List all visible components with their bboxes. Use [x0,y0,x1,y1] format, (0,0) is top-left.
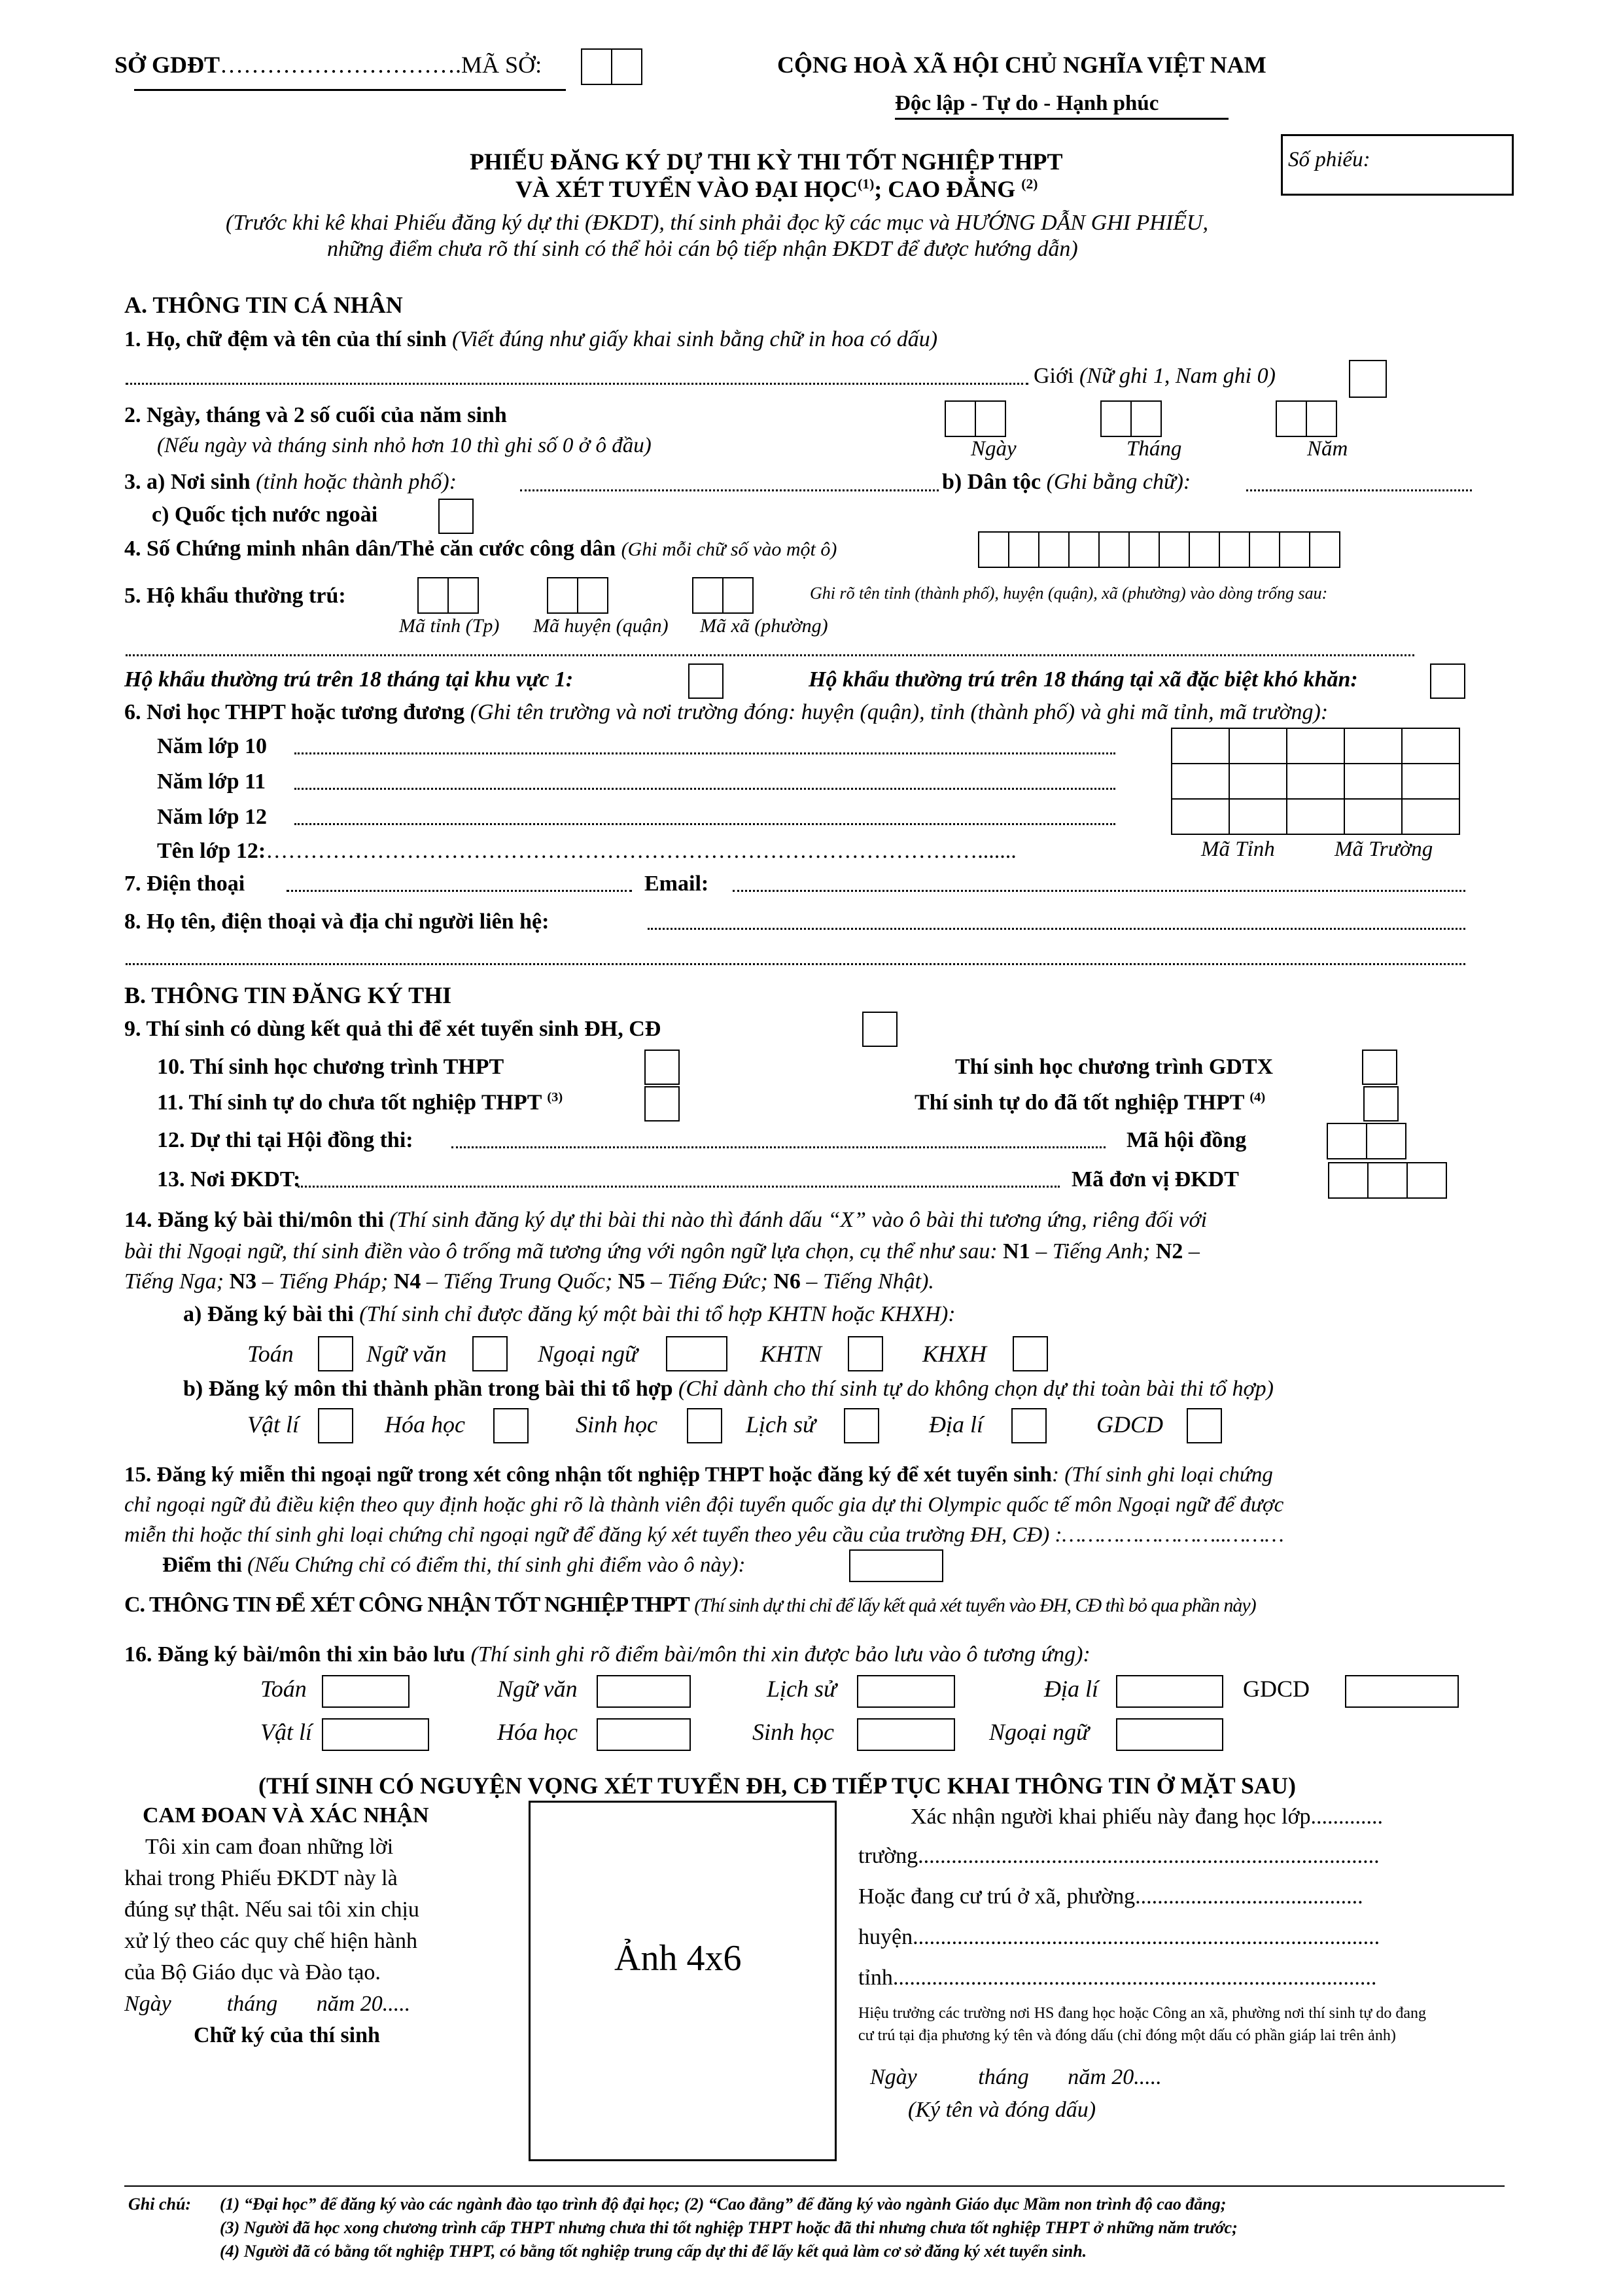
ngu-van-box[interactable] [472,1336,508,1371]
ma-don-vi-label: Mã đơn vị ĐKDT [1072,1167,1239,1192]
ma-huyen-boxes[interactable] [548,577,608,614]
section-a-heading: A. THÔNG TIN CÁ NHÂN [124,292,403,318]
photo-box[interactable] [529,1801,837,2161]
ky-ten-label: (Ký tên và đóng dấu) [908,2098,1096,2122]
lop10-label: Năm lớp 10 [157,734,268,758]
cam-doan-line4: xử lý theo các quy chế hiện hành [124,1929,417,1953]
hk-xa-label: Hộ khẩu thường trú trên 18 tháng tại xã đặc biệt khó khăn: [809,667,1358,692]
lop11-line[interactable] [294,788,1115,790]
q7-label: 7. Điện thoại [124,872,245,896]
cam-doan-line2: khai trong Phiếu ĐKDT này là [124,1866,398,1890]
bl-ngoai-ngu-label: Ngoại ngữ [989,1719,1089,1745]
ma-tinh-boxes[interactable] [419,577,479,614]
bl-vat-li-label: Vật lí [260,1719,312,1745]
q11-box[interactable] [644,1086,680,1122]
khtn-label: KHTN [760,1341,822,1367]
form-title-line1: PHIẾU ĐĂNG KÝ DỰ THI KỲ THI TỐT NGHIỆP THPT [470,149,1063,175]
q14-line1: 14. Đăng ký bài thi/môn thi (Thí sinh đăng ký dự thi bài thi nào thì đánh dấu “X” vào ô bài thi tương ứng, riêng đối với [124,1208,1208,1232]
ma-hoi-dong-label: Mã hội đồng [1126,1128,1247,1152]
ma-huyen-label: Mã huyện (quận) [533,615,669,637]
so-gddt-underline [134,89,566,91]
lop11-code-boxes[interactable] [1172,763,1460,800]
hk-kv1-label: Hộ khẩu thường trú trên 18 tháng tại khu vực 1: [124,667,574,692]
lop12-label: Năm lớp 12 [157,805,268,829]
bl-dia-li-box[interactable] [1116,1675,1223,1708]
q12-label: 12. Dự thi tại Hội đồng thi: [157,1128,413,1152]
gdcd-label: GDCD [1096,1411,1164,1438]
q1-fill-line[interactable] [126,383,1028,385]
cam-doan-line3: đúng sự thật. Nếu sai tôi xin chịu [124,1898,419,1922]
q3b-label: b) Dân tộc (Ghi bằng chữ): [942,470,1191,494]
q3a-label: 3. a) Nơi sinh (tỉnh hoặc thành phố): [124,470,457,494]
q14-line3: Tiếng Nga; N3 – Tiếng Pháp; N4 – Tiếng Trung Quốc; N5 – Tiếng Đức; N6 – Tiếng Nhật). [124,1269,934,1294]
q15-line2: chỉ ngoại ngữ đủ điều kiện theo quy định hoặc ghi rõ là thành viên đội tuyển quốc gia dự thi Olympic quốc tế môn Ngoại ngữ để được [124,1493,1284,1517]
lien-he-line-1[interactable] [648,928,1465,930]
diem-thi-box[interactable] [849,1549,943,1582]
email-line[interactable] [733,890,1465,892]
ma-so-boxes[interactable] [582,48,642,85]
xac-nhan-line: Xác nhận người khai phiếu này đang học lớp............. [911,1805,1383,1829]
ngoai-ngu-label: Ngoại ngữ [538,1341,638,1367]
q14-line2: bài thi Ngoại ngữ, thí sinh điền vào ô trống mã tương ứng với ngôn ngữ lựa chọn, cụ thể như sau: N1 – Tiếng Anh; N2 – [124,1239,1200,1263]
ghi-chu-note3: (3) Người đã học xong chương trình cấp THPT nhưng chưa thi tốt nghiệp THPT hoặc đã thi nhưng chưa tốt nghiệp THPT ở những năm trước; [220,2218,1238,2237]
q5-note: Ghi rõ tên tỉnh (thành phố), huyện (quận), xã (phường) vào dòng trống sau: [810,584,1328,603]
motto: Độc lập - Tự do - Hạnh phúc [895,92,1159,115]
q4-label: 4. Số Chứng minh nhân dân/Thẻ căn cước công dân (Ghi mỗi chữ số vào một ô) [124,537,837,561]
phone-line[interactable] [287,890,632,892]
ghi-chu-note1: (1) “Đại học” để đăng ký vào các ngành đào tạo trình độ đại học; (2) “Cao đẳng” để đăng ký vào ngành Giáo dục Mầm non trình độ cao đẳng; [220,2195,1227,2214]
ma-xa-boxes[interactable] [693,577,754,614]
lop10-code-boxes[interactable] [1172,728,1460,764]
ghi-chu-divider [124,2185,1505,2187]
birth-month-boxes[interactable] [1102,400,1162,437]
thang-label: Tháng [1126,437,1182,461]
bl-gdcd-box[interactable] [1345,1675,1459,1708]
q11-label: 11. Thí sinh tự do chưa tốt nghiệp THPT $^{(3)}$ [157,1090,563,1115]
khtn-box[interactable] [848,1336,883,1371]
q14b-label: b) Đăng ký môn thi thành phần trong bài thi tổ hợp (Chỉ dành cho thí sinh tự do không chọn dự thi toàn bài thi tổ hợp) [183,1377,1274,1401]
q10b-box[interactable] [1362,1050,1397,1085]
bl-sinh-hoc-label: Sinh học [752,1719,834,1745]
nam-label: Năm [1307,437,1348,461]
section-b-heading: B. THÔNG TIN ĐĂNG KÝ THI [124,982,452,1008]
bl-dia-li-label: Địa lí [1044,1676,1099,1702]
ngoai-ngu-box[interactable] [666,1336,727,1371]
form-instruction-2: những điểm chưa rõ thí sinh có thể hỏi cán bộ tiếp nhận ĐKDT để được hướng dẫn) [327,237,1078,261]
q8-label: 8. Họ tên, điện thoại và địa chỉ người liên hệ: [124,910,550,934]
cam-doan-line1: Tôi xin cam đoan những lời [145,1835,394,1859]
q15-line1: 15. Đăng ký miễn thi ngoại ngữ trong xét công nhận tốt nghiệp THPT hoặc đăng ký để xét tuyển sinh: (Thí sinh ghi loại chứng [124,1463,1273,1487]
email-label: Email: [644,872,709,896]
gioi-label: Giới (Nữ ghi 1, Nam ghi 0) [1034,364,1276,388]
ho-khau-line[interactable] [126,654,1414,656]
hoa-hoc-box[interactable] [493,1408,529,1443]
sinh-hoc-box[interactable] [687,1408,722,1443]
q1-label: 1. Họ, chữ đệm và tên của thí sinh (Viết đúng như giấy khai sinh bằng chữ in hoa có dấu) [124,327,938,351]
lop12-line[interactable] [294,823,1115,825]
q2-label: 2. Ngày, tháng và 2 số cuối của năm sinh [124,403,507,427]
cam-doan-heading: CAM ĐOAN VÀ XÁC NHẬN [143,1803,429,1828]
cmnd-boxes[interactable] [979,531,1340,568]
cam-doan-line5: của Bộ Giáo dục và Đào tạo. [124,1960,381,1985]
ngay-label: Ngày [971,437,1017,461]
lich-su-label: Lịch sử [746,1411,816,1438]
hk-kv1-box[interactable] [688,663,724,699]
form-instruction-1: (Trước khi kê khai Phiếu đăng ký dự thi (ĐKDT), thí sinh phải đọc kỹ các mục và HƯỚNG DẪN GHI PHIẾU, [226,211,1208,235]
dia-li-box[interactable] [1011,1408,1047,1443]
lop12-code-boxes[interactable] [1172,798,1460,835]
ma-hoi-dong-boxes[interactable] [1328,1123,1406,1159]
ngu-van-label: Ngữ văn [366,1341,447,1367]
photo-label: Ảnh 4x6 [614,1938,742,1979]
noi-sinh-line[interactable] [520,489,939,491]
bl-hoa-hoc-label: Hóa học [497,1719,578,1745]
motto-underline [895,118,1229,120]
q10b-label: Thí sinh học chương trình GDTX [955,1055,1274,1079]
bl-toan-box[interactable] [322,1675,410,1708]
q5-label: 5. Hộ khẩu thường trú: [124,584,346,608]
gioi-box[interactable] [1349,360,1387,398]
bl-vat-li-box[interactable] [322,1718,429,1751]
q15-line3: miễn thi hoặc thí sinh ghi loại chứng chỉ ngoại ngữ để đăng ký xét tuyển theo yêu cầu của trường ĐH, CĐ) :……………………..……… [124,1523,1284,1547]
hieu-truong-line1: Hiệu trưởng các trường nơi HS đang học hoặc Công an xã, phường nơi thí sinh tự do đang [858,2005,1427,2022]
mat-sau-notice: (THÍ SINH CÓ NGUYỆN VỌNG XÉT TUYỂN ĐH, CĐ TIẾP TỤC KHAI THÔNG TIN Ở MẶT SAU) [258,1773,1296,1799]
hoi-dong-line[interactable] [451,1146,1106,1148]
q9-label: 9. Thí sinh có dùng kết quả thi để xét tuyển sinh ĐH, CĐ [124,1017,661,1041]
ma-tinh-label: Mã tỉnh (Tp) [399,615,500,637]
bl-lich-su-label: Lịch sử [767,1676,837,1702]
lop10-line[interactable] [294,752,1115,754]
q9-box[interactable] [862,1012,898,1047]
sinh-hoc-label: Sinh học [576,1411,657,1438]
ghi-chu-note4: (4) Người đã có bằng tốt nghiệp THPT, có bằng tốt nghiệp trung cấp dự thi để lấy kết quả làm cơ sở đăng ký xét tuyển sinh. [220,2242,1087,2261]
quoc-tich-box[interactable] [438,499,474,534]
ma-tinh2-label: Mã Tỉnh [1201,838,1275,861]
birth-year-boxes[interactable] [1277,400,1337,437]
bl-hoa-hoc-box[interactable] [597,1718,691,1751]
khxh-label: KHXH [922,1341,986,1367]
cu-tru-line[interactable]: Hoặc đang cư trú ở xã, phường......................................... [858,1884,1363,1909]
vat-li-label: Vật lí [247,1411,299,1438]
dan-toc-line[interactable] [1246,489,1472,491]
q11b-box[interactable] [1363,1086,1399,1122]
tinh-line[interactable]: tỉnh....................................................................................... [858,1966,1377,1990]
so-gddt-label: SỞ GDĐT………………………….MÃ SỞ: [114,52,542,78]
cam-doan-date: Ngày tháng năm 20..... [124,1992,411,2016]
huyen-line[interactable]: huyện.................................................................................... [858,1925,1380,1949]
toan-label: Toán [247,1341,294,1367]
q14a-label: a) Đăng ký bài thi (Thí sinh chỉ được đăng ký một bài thi tổ hợp KHTN hoặc KHXH): [183,1302,956,1326]
ma-don-vi-boxes[interactable] [1329,1162,1447,1199]
birth-day-boxes[interactable] [946,400,1006,437]
bl-sinh-hoc-box[interactable] [857,1718,955,1751]
country-name: CỘNG HOÀ XÃ HỘI CHỦ NGHĨA VIỆT NAM [777,52,1266,78]
ghi-chu-label: Ghi chú: [128,2195,192,2214]
bl-toan-label: Toán [260,1676,307,1702]
q2-note: (Nếu ngày và tháng sinh nhỏ hơn 10 thì ghi số 0 ở ô đầu) [157,434,652,457]
form-title-line2: VÀ XÉT TUYỂN VÀO ĐẠI HỌC$^{(1)}$; CAO ĐẲNG $^{(2)}$ [515,176,1038,202]
diem-thi-label: Điểm thi (Nếu Chứng chỉ có điểm thi, thí sinh ghi điểm vào ô này): [162,1553,746,1577]
vat-li-box[interactable] [318,1408,353,1443]
khxh-box[interactable] [1013,1336,1048,1371]
q6-label: 6. Nơi học THPT hoặc tương đương (Ghi tên trường và nơi trường đóng: huyện (quận), tỉnh (thành phố) và ghi mã tỉnh, mã trường): [124,700,1329,724]
q3c-label: c) Quốc tịch nước ngoài [152,503,378,527]
bl-ngu-van-label: Ngữ văn [497,1676,578,1702]
chu-ky-label: Chữ ký của thí sinh [194,2023,380,2047]
bl-ngu-van-box[interactable] [597,1675,691,1708]
q16-label: 16. Đăng ký bài/môn thi xin bảo lưu (Thí sinh ghi rõ điểm bài/môn thi xin được bảo lưu vào ô tương ứng): [124,1642,1091,1667]
bl-ngoai-ngu-box[interactable] [1116,1718,1223,1751]
dia-li-label: Địa lí [929,1411,984,1438]
q11b-label: Thí sinh tự do đã tốt nghiệp THPT $^{(4)}$ [915,1090,1266,1115]
ten-lop-label: Tên lớp 12:……………………………………………………………………………………....... [157,839,1017,863]
so-phieu-box[interactable] [1281,134,1514,196]
section-c-heading: C. THÔNG TIN ĐỂ XÉT CÔNG NHẬN TỐT NGHIỆP THPT (Thí sinh dự thi chỉ để lấy kết quả xét tuyển vào ĐH, CĐ thì bỏ qua phần này) [124,1593,1256,1617]
lop11-label: Năm lớp 11 [157,769,266,794]
so-phieu-label: Số phiếu: [1288,148,1370,171]
gdcd-box[interactable] [1187,1408,1222,1443]
noi-dkdt-line[interactable] [298,1186,1060,1188]
ma-xa-label: Mã xã (phường) [700,615,828,637]
q10-label: 10. Thí sinh học chương trình THPT [157,1055,504,1079]
lich-su-box[interactable] [844,1408,879,1443]
truong-line[interactable]: trường................................................................................... [858,1844,1380,1868]
toan-box[interactable] [318,1336,353,1371]
lien-he-line-2[interactable] [126,963,1465,965]
q13-label: 13. Nơi ĐKDT: [157,1167,301,1192]
hoa-hoc-label: Hóa học [385,1411,465,1438]
hieu-truong-line2: cư trú tại địa phương ký tên và đóng dấu (chỉ đóng một dấu có phần giáp lai trên ảnh) [858,2027,1396,2044]
hk-xa-box[interactable] [1430,663,1465,699]
ma-truong-label: Mã Trường [1335,838,1433,861]
q10-box[interactable] [644,1050,680,1085]
xac-nhan-date: Ngày tháng năm 20..... [870,2065,1162,2089]
bl-lich-su-box[interactable] [857,1675,955,1708]
bl-gdcd-label: GDCD [1243,1676,1310,1702]
